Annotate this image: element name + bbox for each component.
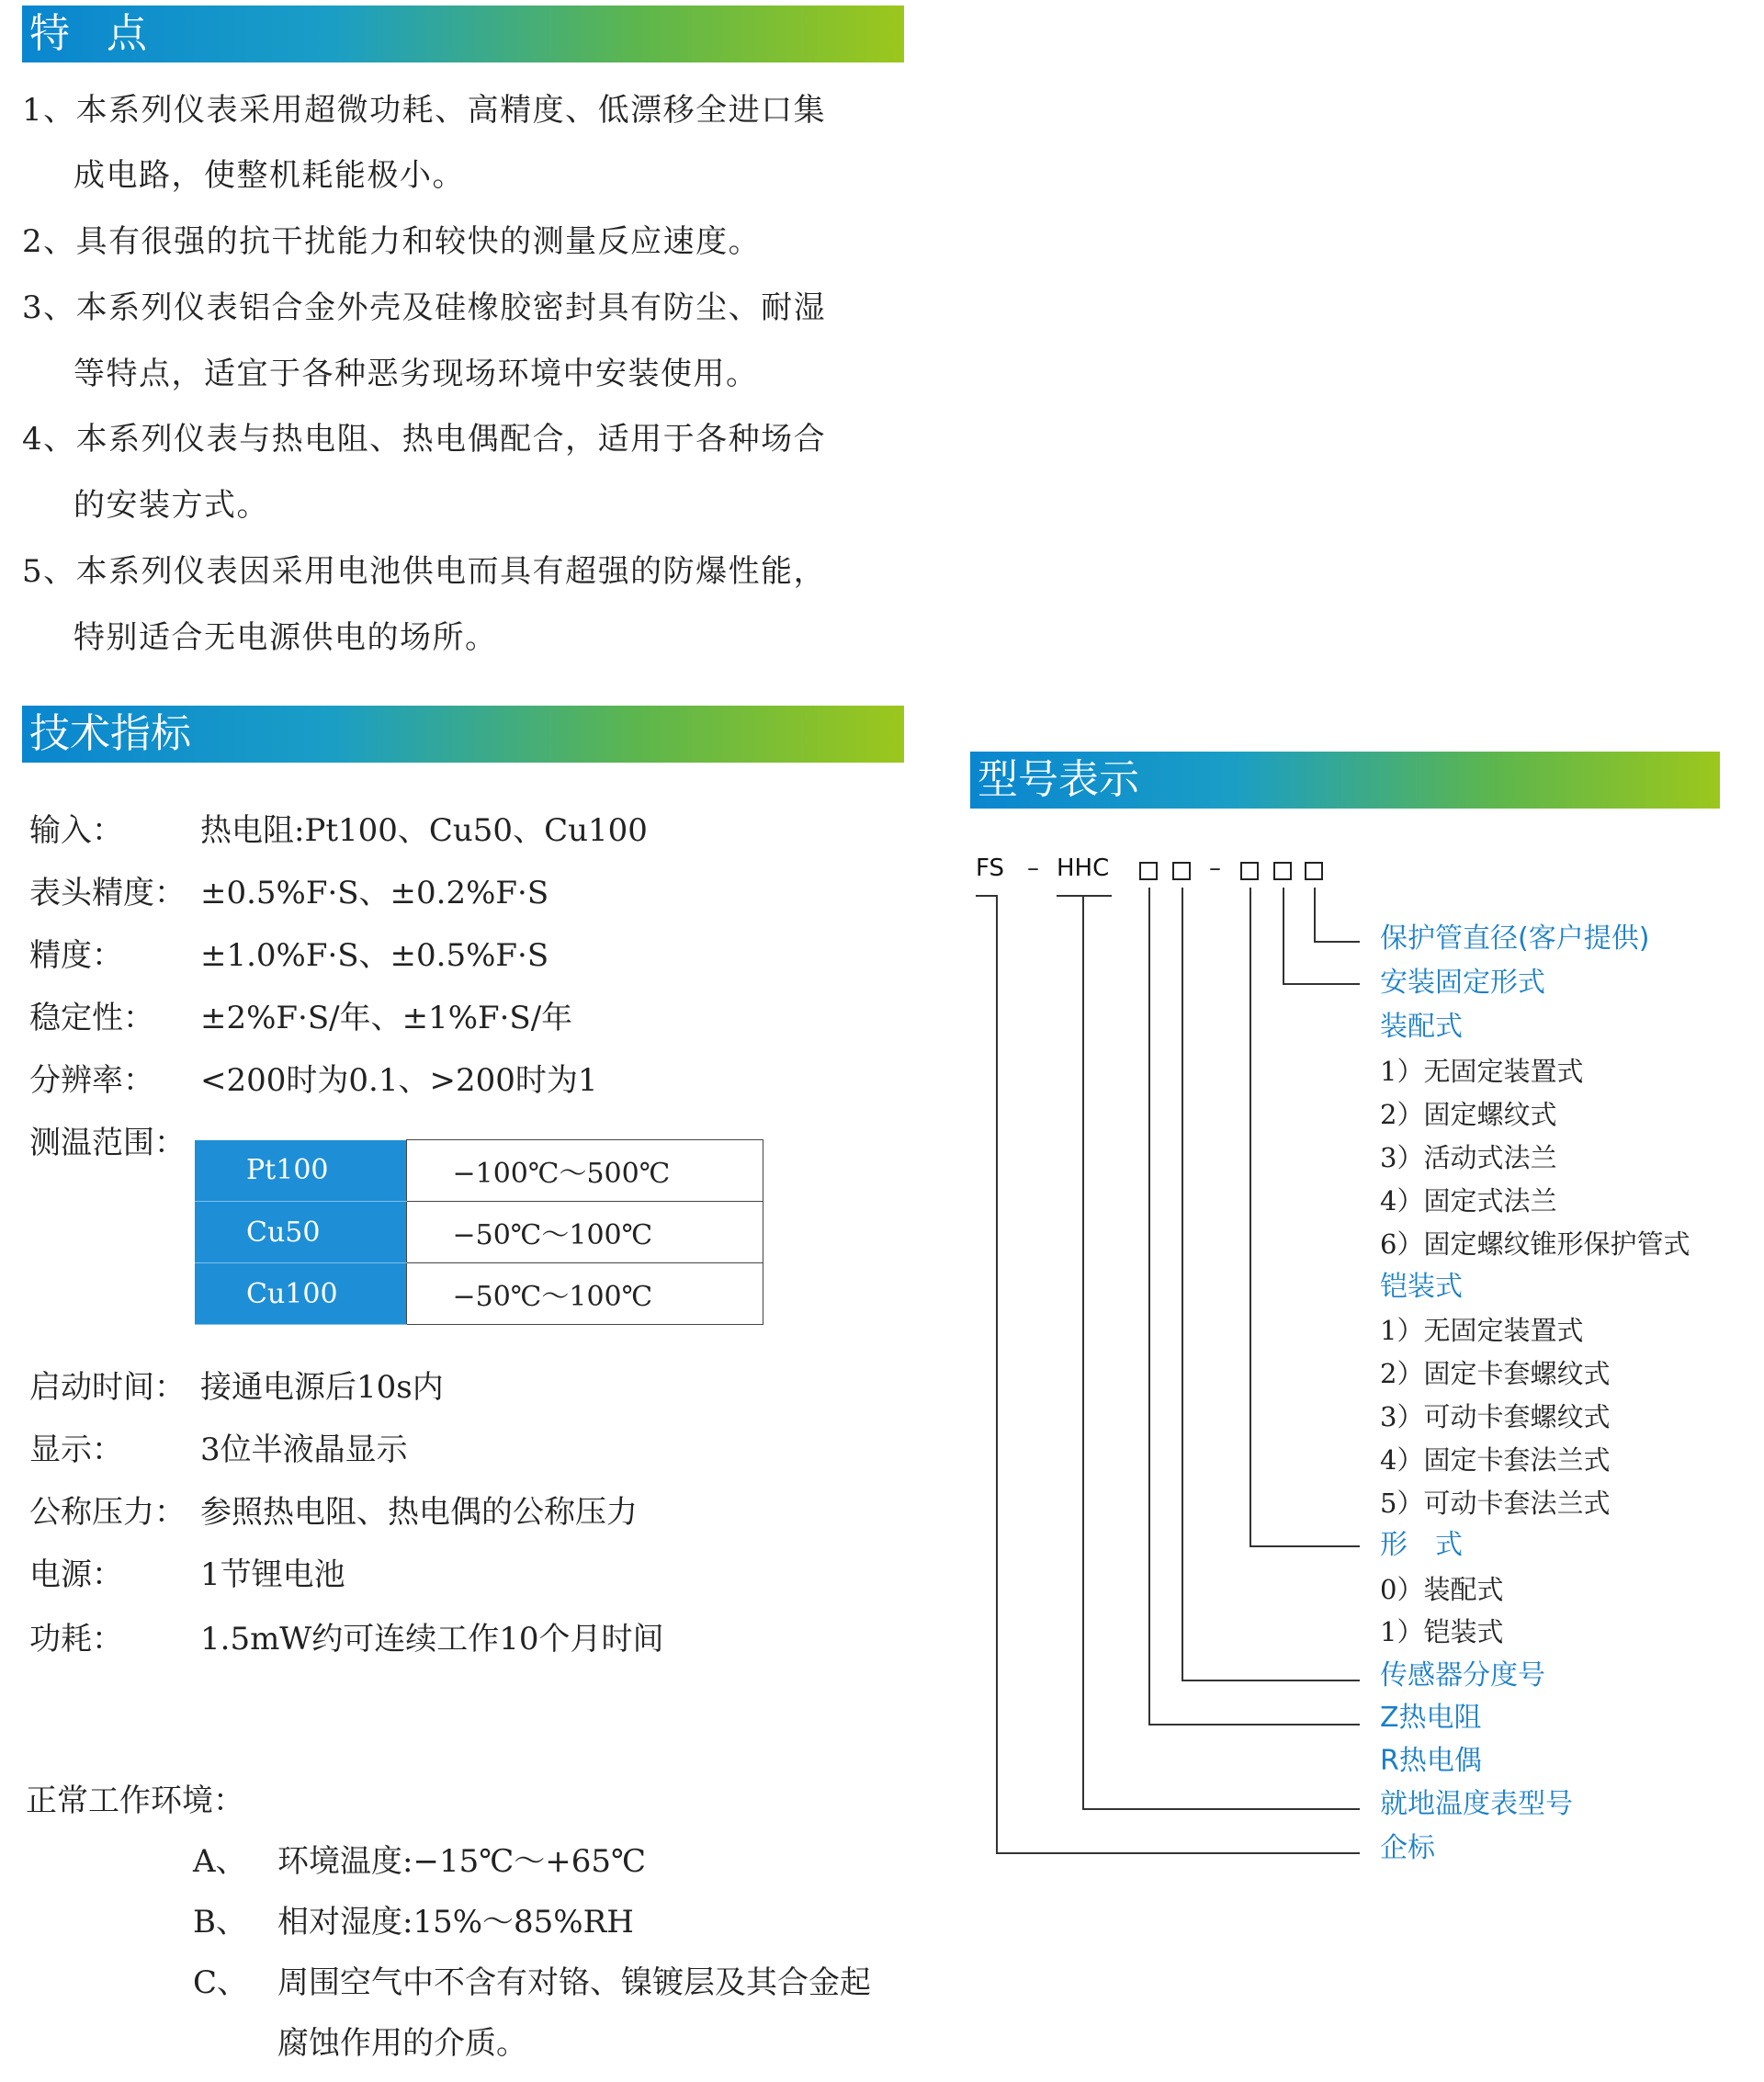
connector-line <box>996 895 998 1854</box>
spec-label-accuracy: 精度： <box>29 937 123 974</box>
legend-item: 1）铠装式 <box>1380 1616 1504 1647</box>
range-sensor: Cu50 <box>195 1202 406 1263</box>
code-box <box>1305 862 1323 880</box>
legend-item: 4）固定卡套法兰式 <box>1380 1444 1611 1476</box>
range-table <box>195 1139 763 1325</box>
connector-line <box>1182 1680 1360 1681</box>
model-code-dash: – <box>1209 854 1221 882</box>
range-value: −50℃～100℃ <box>406 1202 763 1263</box>
spec-label-pressure: 公称压力： <box>29 1494 186 1531</box>
connector-line <box>1148 1724 1360 1726</box>
feature-line: 的安装方式。 <box>74 487 269 524</box>
connector-line <box>1082 895 1084 1810</box>
model-code-dash: – <box>1027 854 1039 882</box>
spec-label-display: 显示： <box>29 1431 123 1468</box>
spec-label-startup: 启动时间： <box>29 1369 186 1406</box>
connector-line <box>1283 888 1284 985</box>
spec-value-display: 3位半液晶显示 <box>200 1431 408 1468</box>
spec-label-consumption: 功耗： <box>29 1621 123 1658</box>
spec-value-resolution: <200时为0.1、>200时为1 <box>200 1062 598 1099</box>
env-item-letter: B、 <box>193 1904 247 1941</box>
feature-line: 4、本系列仪表与热电阻、热电偶配合，适用于各种场合 <box>22 421 827 458</box>
range-sensor: Pt100 <box>195 1140 406 1202</box>
range-value: −100℃～500℃ <box>406 1140 763 1202</box>
legend-gauge-model: 就地温度表型号 <box>1380 1788 1573 1820</box>
feature-line: 5、本系列仪表因采用电池供电而具有超强的防爆性能， <box>22 553 827 590</box>
legend-item: 5）可动卡套法兰式 <box>1380 1488 1611 1519</box>
spec-value-power: 1节锂电池 <box>200 1556 345 1593</box>
legend-item: 1）无固定装置式 <box>1380 1056 1584 1087</box>
connector-line <box>1182 888 1183 1681</box>
legend-sensor-grade: 传感器分度号 <box>1380 1659 1545 1692</box>
connector-line <box>1250 1545 1360 1547</box>
spec-value-consumption: 1.5mW约可连续工作10个月时间 <box>200 1621 664 1658</box>
feature-line: 3、本系列仪表铝合金外壳及硅橡胶密封具有防尘、耐湿 <box>22 289 827 326</box>
legend-protect-tube: 保护管直径(客户提供) <box>1380 922 1650 955</box>
connector-line <box>976 895 996 897</box>
spec-value-head-accuracy: ±0.5%F·S、±0.2%F·S <box>200 875 549 911</box>
section-banner-model: 型号表示 <box>970 752 1720 809</box>
spec-label-resolution: 分辨率： <box>29 1062 154 1099</box>
connector-line <box>1314 888 1316 943</box>
feature-line: 2、具有很强的抗干扰能力和较快的测量反应速度。 <box>22 223 762 260</box>
env-item-text: 环境温度:−15℃～+65℃ <box>277 1843 647 1880</box>
spec-value-input: 热电阻:Pt100、Cu50、Cu100 <box>200 812 648 849</box>
spec-value-startup: 接通电源后10s内 <box>200 1369 444 1406</box>
code-box <box>1273 862 1292 880</box>
feature-line: 成电路，使整机耗能极小。 <box>74 157 465 194</box>
connector-line <box>1314 941 1360 943</box>
spec-label-power: 电源： <box>29 1556 123 1593</box>
table-row <box>195 1202 763 1263</box>
connector-line <box>1082 1808 1360 1810</box>
spec-label-stability: 稳定性： <box>29 1000 154 1036</box>
legend-z-rtd: Z热电阻 <box>1380 1702 1482 1734</box>
spec-value-pressure: 参照热电阻、热电偶的公称压力 <box>200 1494 638 1531</box>
code-box <box>1240 862 1259 880</box>
environment-title: 正常工作环境： <box>26 1782 244 1819</box>
legend-armored-head: 铠装式 <box>1380 1271 1463 1303</box>
feature-line: 1、本系列仪表采用超微功耗、高精度、低漂移全进口集 <box>22 92 827 129</box>
connector-line <box>996 1852 1360 1854</box>
legend-r-tc: R热电偶 <box>1380 1745 1482 1777</box>
legend-assembly-head: 装配式 <box>1380 1011 1463 1043</box>
section-banner-specs: 技术指标 <box>22 706 904 763</box>
connector-line <box>1283 983 1360 985</box>
legend-item: 2）固定卡套螺纹式 <box>1380 1358 1611 1389</box>
legend-item: 6）固定螺纹锥形保护管式 <box>1380 1228 1690 1260</box>
legend-item: 3）可动卡套螺纹式 <box>1380 1401 1611 1432</box>
legend-form-head: 形 式 <box>1380 1529 1463 1561</box>
env-item-text: 腐蚀作用的介质。 <box>277 2025 527 2062</box>
legend-item: 3）活动式法兰 <box>1380 1142 1557 1173</box>
legend-item: 0）装配式 <box>1380 1574 1504 1605</box>
range-sensor: Cu100 <box>195 1263 406 1325</box>
feature-line: 特别适合无电源供电的场所。 <box>74 619 498 656</box>
spec-label-head-accuracy: 表头精度： <box>29 875 186 911</box>
env-item-letter: C、 <box>193 1964 249 2001</box>
env-item-text: 相对湿度:15%～85%RH <box>277 1904 634 1941</box>
spec-label-range: 测温范围： <box>29 1125 186 1161</box>
feature-line: 等特点，适宜于各种恶劣现场环境中安装使用。 <box>74 356 759 392</box>
range-value: −50℃～100℃ <box>406 1263 763 1325</box>
code-box <box>1172 862 1191 880</box>
spec-label-input: 输入： <box>29 812 123 849</box>
spec-value-stability: ±2%F·S/年、±1%F·S/年 <box>200 1000 573 1036</box>
model-code-fs: FS <box>976 854 1005 882</box>
legend-item: 4）固定式法兰 <box>1380 1185 1557 1216</box>
legend-item: 2）固定螺纹式 <box>1380 1099 1557 1130</box>
connector-line <box>1057 895 1112 897</box>
code-box <box>1139 862 1158 880</box>
connector-line <box>1250 888 1251 1547</box>
table-row <box>195 1263 763 1325</box>
connector-line <box>1148 888 1150 1726</box>
table-row <box>195 1140 763 1202</box>
spec-value-accuracy: ±1.0%F·S、±0.5%F·S <box>200 937 549 974</box>
env-item-text: 周围空气中不含有对铬、镍镀层及其合金起 <box>277 1964 871 2001</box>
legend-company: 企标 <box>1380 1832 1435 1864</box>
model-code-hhc: HHC <box>1057 854 1110 882</box>
legend-item: 1）无固定装置式 <box>1380 1315 1584 1346</box>
env-item-letter: A、 <box>193 1843 247 1880</box>
section-banner-features: 特点 <box>22 6 904 62</box>
legend-mount-form: 安装固定形式 <box>1380 967 1545 999</box>
